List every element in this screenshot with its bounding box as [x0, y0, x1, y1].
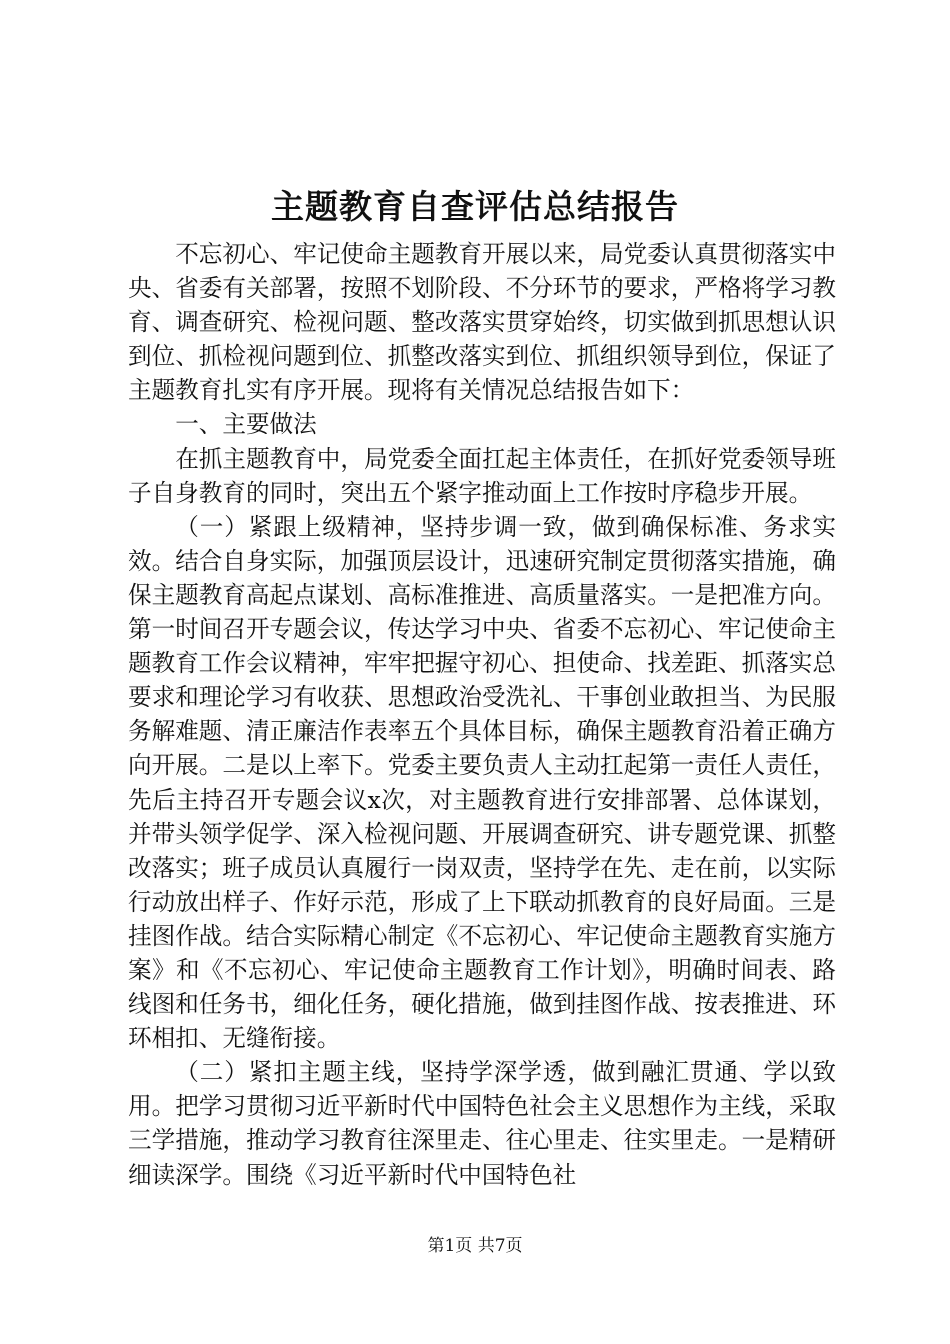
- subsection-1-paragraph: （一）紧跟上级精神，坚持步调一致，做到确保标准、务求实效。结合自身实际，加强顶层设计，迅速研究制定贯彻落实措施，确保主题教育高起点谋划、高标准推进、高质量落实。一是把准方向。第一时间召开专题会议，传达学习中央、省委不忘初心、牢记使命主题教育工作会议精神，牢牢把握守初心、担使命、找差距、抓落实总要求和理论学习有收获、思想政治受洗礼、干事创业敢担当、为民服务解难题、清正廉洁作表率五个具体目标，确保主题教育沿着正确方向开展。二是以上率下。党委主要负责人主动扛起第一责任人责任，先后主持召开专题会议x次，对主题教育进行安排部署、总体谋划，并带头领学促学、深入检视问题、开展调查研究、讲专题党课、抓整改落实；班子成员认真履行一岗双责，坚持学在先、走在前，以实际行动放出样子、作好示范，形成了上下联动抓教育的良好局面。三是挂图作战。结合实际精心制定《不忘初心、牢记使命主题教育实施方案》和《不忘初心、牢记使命主题教育工作计划》，明确时间表、路线图和任务书，细化任务，硬化措施，做到挂图作战、按表推进、环环相扣、无缝衔接。: [128, 512, 836, 1053]
- document-title: 主题教育自查评估总结报告: [271, 187, 679, 226]
- document-body: [128, 237, 836, 1192]
- subsection-2-paragraph: （二）紧扣主题主线，坚持学深学透，做到融汇贯通、学以致用。把学习贯彻习近平新时代中国特色社会主义思想作为主线，采取三学措施，推动学习教育往深里走、往心里走、往实里走。一是精研细读深学。围绕《习近平新时代中国特色社: [128, 1058, 836, 1189]
- section-heading: 一、主要做法: [175, 410, 317, 439]
- page-number-footer: 第1页 共7页: [427, 1236, 523, 1256]
- section-intro-paragraph: 在抓主题教育中，局党委全面扛起主体责任，在抓好党委领导班子自身教育的同时，突出五个紧字推动面上工作按时序稳步开展。: [128, 444, 836, 507]
- intro-paragraph: 不忘初心、牢记使命主题教育开展以来，局党委认真贯彻落实中央、省委有关部署，按照不划阶段、不分环节的要求，严格将学习教育、调查研究、检视问题、整改落实贯穿始终，切实做到抓思想认识到位、抓检视问题到位、抓整改落实到位、抓组织领导到位，保证了主题教育扎实有序开展。现将有关情况总结报告如下：: [128, 240, 836, 405]
